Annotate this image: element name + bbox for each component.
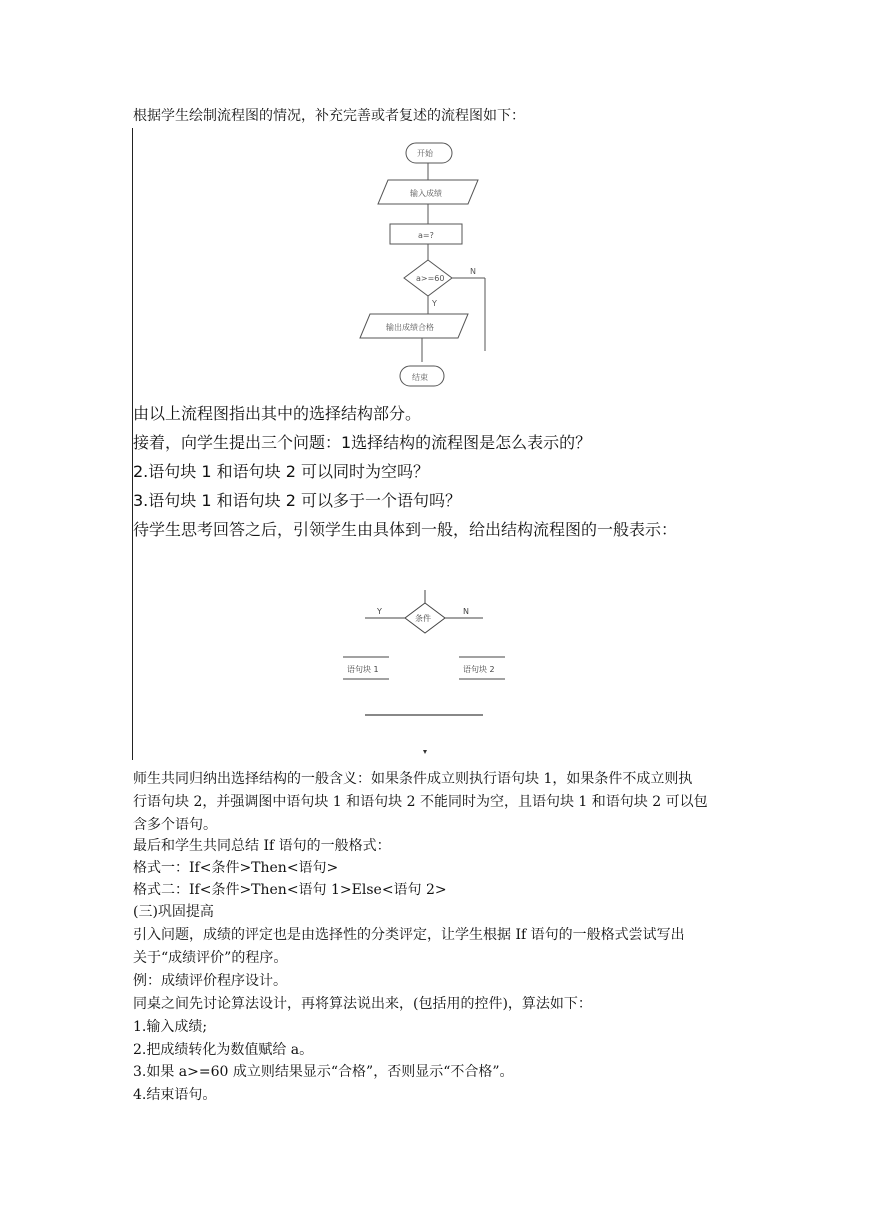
body-line-6: 格式二：If<条件>Then<语句 1>Else<语句 2>: [133, 882, 447, 898]
algo-step-2: 2.把成绩转化为数值赋给 a。: [133, 1042, 314, 1058]
section-heading: (三)巩固提高: [133, 904, 214, 920]
flowchart-specific: [340, 138, 520, 393]
flow2-block1-label: 语句块 1: [347, 665, 379, 674]
body-line-2: 行语句块 2，并强调图中语句块 1 和语句块 2 不能同时为空，且语句块 1 和语句块 2 可以包: [133, 794, 708, 810]
flowchart-general: [347, 585, 495, 760]
algo-step-4: 4.结束语句。: [133, 1087, 217, 1103]
algo-step-3: 3.如果 a>=60 成立则结果显示“合格”，否则显示“不合格”。: [133, 1064, 514, 1080]
body-line-4: 最后和学生共同总结 If 语句的一般格式：: [133, 838, 391, 854]
flow-output-label: 输出成绩合格: [386, 323, 434, 332]
flow-decision-label: a>=60: [416, 274, 445, 283]
flow2-cond-label: 条件: [415, 614, 431, 623]
flow-end-label: 结束: [412, 373, 428, 382]
mid-line-4: 3.语句块 1 和语句块 2 可以多于一个语句吗？: [133, 491, 461, 510]
body-line-10: 例：成绩评价程序设计。: [133, 973, 287, 989]
flow2-no-label: N: [463, 607, 469, 616]
mid-line-2: 接着，向学生提出三个问题：1选择结构的流程图是怎么表示的？: [133, 433, 592, 452]
body-line-5: 格式一：If<条件>Then<语句>: [133, 860, 339, 876]
flow-no-label: N: [470, 267, 476, 276]
mid-line-1: 由以上流程图指出其中的选择结构部分。: [133, 404, 422, 423]
algo-step-1: 1.输入成绩;: [133, 1019, 208, 1035]
flow2-yes-label: Y: [377, 607, 382, 616]
mid-line-3: 2.语句块 1 和语句块 2 可以同时为空吗？: [133, 462, 429, 481]
flow-input-label: 输入成绩: [410, 189, 442, 198]
body-line-1: 师生共同归纳出选择结构的一般含义：如果条件成立则执行语句块 1，如果条件不成立则执: [133, 771, 693, 787]
flow-start-label: 开始: [417, 149, 433, 158]
flow-yes-label: Y: [432, 299, 437, 308]
exit-arrow: [423, 750, 427, 754]
body-line-11: 同桌之间先讨论算法设计，再将算法说出来，(包括用的控件)，算法如下：: [133, 996, 592, 1012]
body-line-8: 引入问题，成绩的评定也是由选择性的分类评定，让学生根据 If 语句的一般格式尝试写出: [133, 927, 685, 943]
body-line-9: 关于“成绩评价”的程序。: [133, 950, 288, 966]
flow2-block2-label: 语句块 2: [463, 665, 495, 674]
flow-assign-label: a=?: [418, 231, 434, 240]
body-line-3: 含多个语句。: [133, 817, 217, 833]
intro-text: 根据学生绘制流程图的情况，补充完善或者复述的流程图如下：: [133, 108, 525, 124]
mid-line-5: 待学生思考回答之后，引领学生由具体到一般，给出结构流程图的一般表示：: [133, 520, 678, 539]
